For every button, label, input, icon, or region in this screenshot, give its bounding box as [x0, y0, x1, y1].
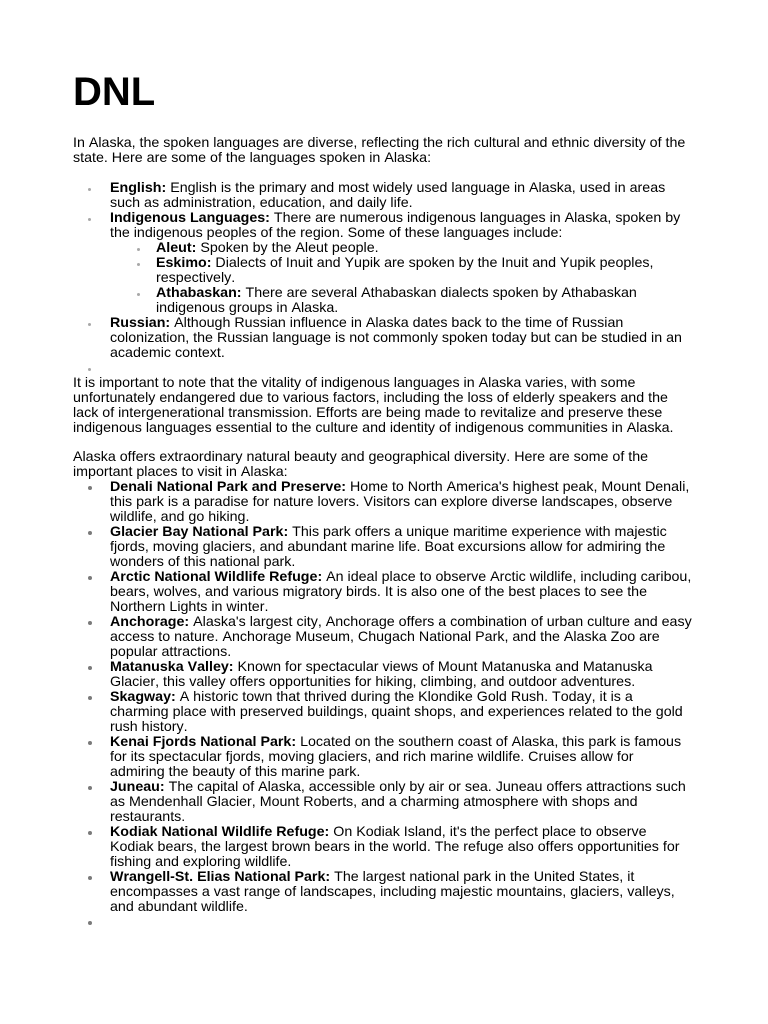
places-list: [73, 480, 713, 930]
list-item: [73, 780, 713, 825]
list-item: [73, 181, 713, 211]
list-item-text: An ideal place to observe Arctic wildlife, including caribou, bears, wolves, and various migratory birds. It is also one of the best places to see the Northern Lights in winter.: [110, 568, 692, 615]
list-item-text: There are several Athabaskan dialects spoken by Athabaskan indigenous groups in Alaska.: [156, 284, 637, 316]
list-item-term: Anchorage:: [110, 613, 190, 630]
bullet-icon: [137, 263, 140, 266]
list-item-term: Aleut:: [156, 239, 197, 256]
bullet-icon: [88, 876, 92, 880]
bullet-icon: [88, 921, 92, 925]
bullet-icon: [137, 248, 140, 251]
bullet-icon: [88, 576, 92, 580]
list-item-text: There are numerous indigenous languages in Alaska, spoken by the indigenous peoples of the region. Some of these languages include:: [110, 209, 681, 241]
bullet-icon: [88, 368, 91, 371]
list-item-text: The largest national park in the United States, it encompasses a vast range of landscapes, including majestic mountains, glaciers, valleys, and abundant wildlife.: [110, 868, 675, 915]
list-item: [73, 660, 713, 690]
list-item: [73, 690, 713, 735]
bullet-icon: [88, 218, 91, 221]
languages-note-paragraph: It is important to note that the vitality of indigenous languages in Alaska varies, with some unfortunately endangered due to various factors, including the loss of elderly speakers and the lack of intergenerational transmission. Efforts are being made to revitalize and preserve these indigenous languages essential to the culture and identity of indigenous communities in Alaska.: [73, 374, 674, 436]
list-item-term: Indigenous Languages:: [110, 209, 270, 226]
list-item-text: This park offers a unique maritime experience with majestic fjords, moving glaciers, and abundant marine life. Boat excursions allow for admiring the wonders of this national park.: [110, 523, 667, 570]
nested-list: [110, 241, 713, 316]
list-item: [73, 825, 713, 870]
list-item-term: Wrangell-St. Elias National Park:: [110, 868, 331, 885]
list-item: [73, 361, 713, 376]
list-item-term: Kodiak National Wildlife Refuge:: [110, 823, 330, 840]
list-item-term: English:: [110, 179, 167, 196]
list-item: [73, 870, 713, 915]
list-item-text: On Kodiak Island, it's the perfect place to observe Kodiak bears, the largest brown bears in the world. The refuge also offers opportunities for fishing and exploring wildlife.: [110, 823, 680, 870]
list-item-term: Eskimo:: [156, 254, 212, 271]
bullet-icon: [88, 666, 92, 670]
list-item: [73, 525, 713, 570]
list-item-text: The capital of Alaska, accessible only by air or sea. Juneau offers attractions such as Mendenhall Glacier, Mount Roberts, and a charming atmosphere with shops and restaurants.: [110, 778, 686, 825]
list-item-text: Known for spectacular views of Mount Matanuska and Matanuska Glacier, this valley offers opportunities for hiking, climbing, and outdoor adventures.: [110, 658, 653, 690]
list-item: [73, 615, 713, 660]
list-item: [73, 316, 713, 361]
list-item-term: Russian:: [110, 314, 171, 331]
bullet-icon: [88, 531, 92, 535]
list-item-term: Kenai Fjords National Park:: [110, 733, 297, 750]
languages-list: [73, 181, 713, 376]
list-item-text: Home to North America's highest peak, Mount Denali, this park is a paradise for nature lovers. Visitors can explore diverse landscapes, observe wildlife, and go hiking.: [110, 478, 690, 525]
list-item-term: Glacier Bay National Park:: [110, 523, 289, 540]
list-item-text: Located on the southern coast of Alaska, this park is famous for its spectacular fjords, moving glaciers, and rich marine wildlife. Cruises allow for admiring the beauty of this marine park.: [110, 733, 682, 780]
list-item: [73, 211, 713, 316]
list-item-text: Alaska's largest city, Anchorage offers a combination of urban culture and easy access to nature. Anchorage Museum, Chugach National Park, and the Alaska Zoo are popular attractions.: [110, 613, 692, 660]
bullet-icon: [88, 323, 91, 326]
list-item-term: Denali National Park and Preserve:: [110, 478, 347, 495]
document-body: [73, 72, 713, 930]
bullet-icon: [137, 293, 140, 296]
list-item-term: Athabaskan:: [156, 284, 242, 301]
list-item-term: Matanuska Valley:: [110, 658, 234, 675]
list-item-text: A historic town that thrived during the Klondike Gold Rush. Today, it is a charming place with preserved buildings, quaint shops, and experiences related to the gold rush history.: [110, 688, 683, 735]
bullet-icon: [88, 486, 92, 490]
page-title: DNL: [73, 70, 156, 114]
bullet-icon: [88, 188, 91, 191]
list-item: [73, 915, 713, 930]
sub-list-item: [110, 241, 713, 256]
sub-list-item: [110, 256, 713, 286]
list-item-text: Although Russian influence in Alaska dates back to the time of Russian colonization, the Russian language is not commonly spoken today but can be studied in an academic context.: [110, 314, 682, 361]
list-item-text: Dialects of Inuit and Yupik are spoken by the Inuit and Yupik peoples, respectively.: [156, 254, 654, 286]
languages-intro-paragraph: In Alaska, the spoken languages are diverse, reflecting the rich cultural and ethnic diversity of the state. Here are some of the languages spoken in Alaska:: [73, 135, 686, 166]
bullet-icon: [88, 831, 92, 835]
list-item-text: English is the primary and most widely used language in Alaska, used in areas such as administration, education, and daily life.: [110, 179, 666, 211]
bullet-icon: [88, 741, 92, 745]
list-item: [73, 480, 713, 525]
list-item-term: Skagway:: [110, 688, 176, 705]
list-item-text: Spoken by the Aleut people.: [200, 239, 379, 256]
sub-list-item: [110, 286, 713, 316]
list-item-term: Juneau:: [110, 778, 165, 795]
bullet-icon: [88, 696, 92, 700]
places-intro-paragraph: Alaska offers extraordinary natural beauty and geographical diversity. Here are some of the important places to visit in Alaska:: [73, 448, 649, 480]
list-item: [73, 735, 713, 780]
list-item: [73, 570, 713, 615]
bullet-icon: [88, 786, 92, 790]
list-item-term: Arctic National Wildlife Refuge:: [110, 568, 323, 585]
bullet-icon: [88, 621, 92, 625]
